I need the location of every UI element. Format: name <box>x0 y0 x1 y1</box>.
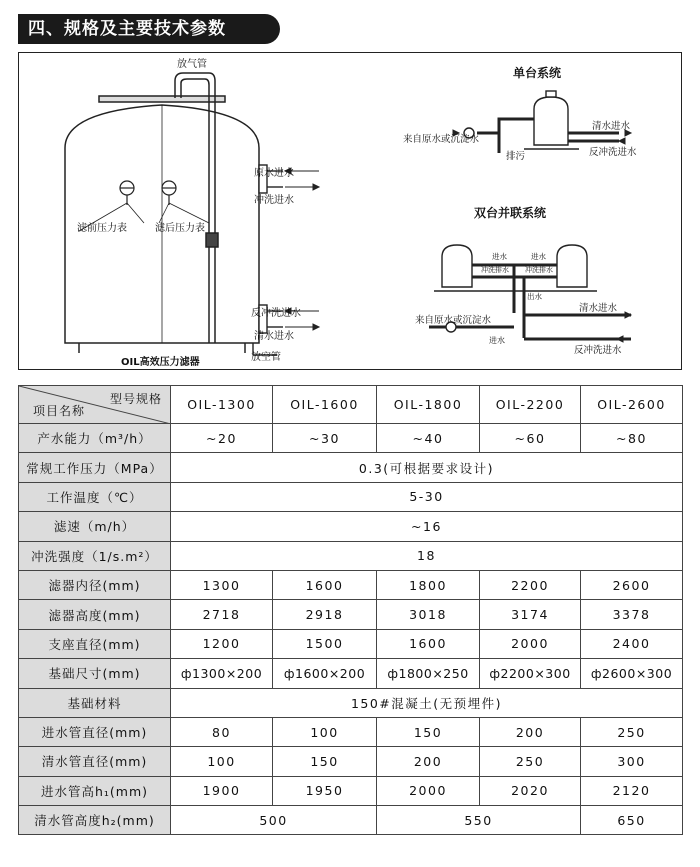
row-label: 进水管高h₁(mm) <box>19 776 171 805</box>
table-cell: ф1800×250 <box>377 659 480 688</box>
table-cell: 150 <box>273 747 377 776</box>
double-system-title: 双台并联系统 <box>474 206 547 220</box>
single-backwash-label: 反冲洗进水 <box>589 147 637 158</box>
filter-diagram <box>19 53 683 371</box>
table-cell: 2918 <box>273 600 377 629</box>
table-cell: ф2200×300 <box>480 659 581 688</box>
table-cell: 150 <box>377 717 480 746</box>
row-label: 冲洗强度（1/s.m²） <box>19 541 171 570</box>
table-cell: 5-30 <box>171 482 683 511</box>
table-row <box>19 570 683 599</box>
gauge-after-label: 滤后压力表 <box>155 223 205 234</box>
row-label: 滤器高度(mm) <box>19 600 171 629</box>
table-cell: ~40 <box>377 424 480 453</box>
corner-bottom-label: 项目名称 <box>33 404 86 418</box>
row-label: 工作温度（℃） <box>19 482 171 511</box>
table-cell: ~20 <box>171 424 273 453</box>
clean-out-label: 清水进水 <box>254 331 294 342</box>
main-arrows <box>285 168 319 330</box>
row-label: 清水管高度h₂(mm) <box>19 806 171 835</box>
single-drain-label: 排污 <box>506 151 526 162</box>
table-cell: 2020 <box>480 776 581 805</box>
corner-cell <box>19 386 171 424</box>
double-source-label: 来自原水或沉淀水 <box>415 315 492 326</box>
table-cell: ~16 <box>171 512 683 541</box>
row-label: 基础尺寸(mm) <box>19 659 171 688</box>
table-cell: 1500 <box>273 629 377 658</box>
filter-name: OIL高效压力滤器 <box>121 357 200 368</box>
table-row <box>19 512 683 541</box>
table-row <box>19 600 683 629</box>
table-cell: 100 <box>171 747 273 776</box>
table-cell: 100 <box>273 717 377 746</box>
double-backwash-label: 反冲洗进水 <box>574 345 622 356</box>
table-cell: ~60 <box>480 424 581 453</box>
table-row <box>19 688 683 717</box>
table-cell: ф1300×200 <box>171 659 273 688</box>
table-cell: 500 <box>171 806 377 835</box>
model-header: OIL-2600 <box>581 386 683 424</box>
table-cell: 0.3(可根据要求设计) <box>171 453 683 482</box>
table-row <box>19 806 683 835</box>
table-cell: ф2600×300 <box>581 659 683 688</box>
table-cell: 18 <box>171 541 683 570</box>
vent-label: 放气管 <box>177 59 207 70</box>
flush-out-label: 冲洗进水 <box>254 195 294 206</box>
double-flush-drain-label: 冲洗排水 <box>481 266 509 274</box>
table-cell: 2120 <box>581 776 683 805</box>
double-out-label: 出水 <box>527 292 542 301</box>
table-cell: 1600 <box>377 629 480 658</box>
table-cell: 550 <box>377 806 581 835</box>
row-label: 产水能力（m³/h） <box>19 424 171 453</box>
double-flush-drain2-label: 冲洗排水 <box>525 266 553 274</box>
table-cell: ~30 <box>273 424 377 453</box>
single-source-label: 来自原水或沉淀水 <box>403 134 480 145</box>
table-cell: 2000 <box>480 629 581 658</box>
table-cell: 2600 <box>581 570 683 599</box>
table-cell: 1900 <box>171 776 273 805</box>
table-cell: 2400 <box>581 629 683 658</box>
row-label: 支座直径(mm) <box>19 629 171 658</box>
row-label: 清水管直径(mm) <box>19 747 171 776</box>
table-cell: 80 <box>171 717 273 746</box>
table-row <box>19 776 683 805</box>
table-cell: 2200 <box>480 570 581 599</box>
table-row <box>19 541 683 570</box>
table-cell: 1600 <box>273 570 377 599</box>
table-row <box>19 747 683 776</box>
table-cell: ф1600×200 <box>273 659 377 688</box>
model-header: OIL-2200 <box>480 386 581 424</box>
table-row <box>19 659 683 688</box>
row-label: 进水管直径(mm) <box>19 717 171 746</box>
table-cell: 150#混凝土(无预埋件) <box>171 688 683 717</box>
model-header: OIL-1600 <box>273 386 377 424</box>
table-cell: 2718 <box>171 600 273 629</box>
table-header-row <box>19 386 683 424</box>
model-header: OIL-1300 <box>171 386 273 424</box>
drain-label: 放空管 <box>251 352 281 363</box>
spec-table <box>18 385 683 835</box>
backwash-in-label: 反冲洗进水 <box>251 308 301 319</box>
table-cell: 3018 <box>377 600 480 629</box>
table-cell: ~80 <box>581 424 683 453</box>
table-cell: 200 <box>480 717 581 746</box>
double-in-right-label: 进水 <box>531 252 546 261</box>
double-in-left-label: 进水 <box>492 252 507 261</box>
diagram-panel <box>18 52 682 370</box>
double-inlet-label: 进水 <box>489 336 505 345</box>
table-row <box>19 717 683 746</box>
table-cell: 3378 <box>581 600 683 629</box>
section-header: 四、规格及主要技术参数 <box>18 14 280 44</box>
table-cell: 1950 <box>273 776 377 805</box>
row-label: 滤器内径(mm) <box>19 570 171 599</box>
table-cell: 1800 <box>377 570 480 599</box>
table-cell: 1300 <box>171 570 273 599</box>
corner-top-label: 型号规格 <box>109 392 162 406</box>
table-cell: 3174 <box>480 600 581 629</box>
raw-in-label: 原水进水 <box>254 168 294 179</box>
model-header: OIL-1800 <box>377 386 480 424</box>
row-label: 滤速（m/h） <box>19 512 171 541</box>
gauge-before-label: 滤前压力表 <box>77 223 127 234</box>
table-row <box>19 424 683 453</box>
table-cell: 650 <box>581 806 683 835</box>
table-cell: 300 <box>581 747 683 776</box>
table-row <box>19 453 683 482</box>
row-label: 基础材料 <box>19 688 171 717</box>
table-cell: 1200 <box>171 629 273 658</box>
table-row <box>19 482 683 511</box>
row-label: 常规工作压力（MPa） <box>19 453 171 482</box>
single-system-title: 单台系统 <box>513 66 562 80</box>
table-cell: 250 <box>480 747 581 776</box>
table-cell: 200 <box>377 747 480 776</box>
table-cell: 250 <box>581 717 683 746</box>
table-cell: 2000 <box>377 776 480 805</box>
double-clean-label: 清水进水 <box>579 303 618 314</box>
single-clean-label: 清水进水 <box>592 121 631 132</box>
table-row <box>19 629 683 658</box>
